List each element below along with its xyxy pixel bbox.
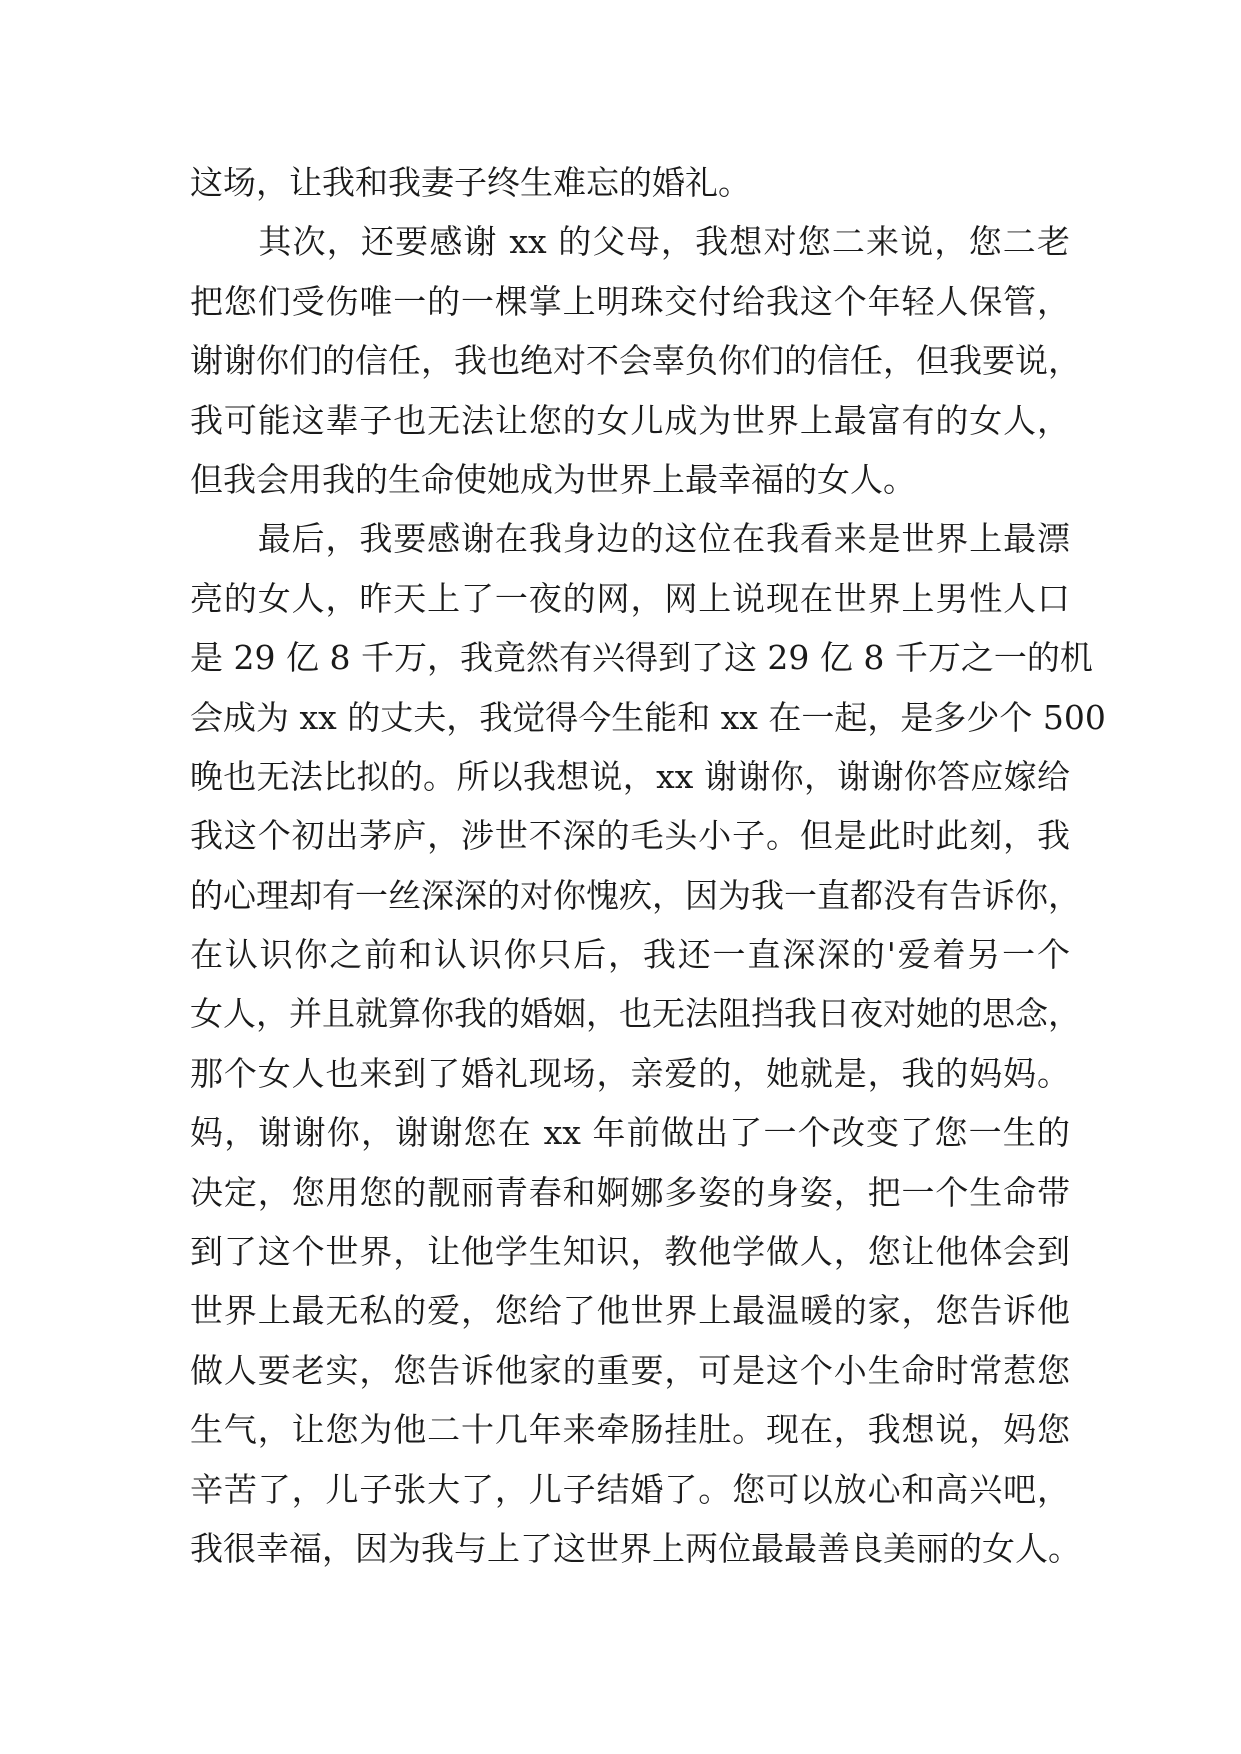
- text-line: 生气，让您为他二十几年来牵肠挂肚。现在，我想说，妈您: [190, 1410, 1070, 1450]
- text-line: 是 29 亿 8 千万，我竟然有兴得到了这 29 亿 8 千万之一的机: [190, 638, 1093, 678]
- text-line: 世界上最无私的爱，您给了他世界上最温暖的家，您告诉他: [190, 1291, 1070, 1331]
- text-line: 其次，还要感谢 xx 的父母，我想对您二来说，您二老: [190, 222, 1070, 262]
- text-line: 这场，让我和我妻子终生难忘的婚礼。: [190, 163, 751, 202]
- text-line: 到了这个世界，让他学生知识，教他学做人，您让他体会到: [190, 1232, 1070, 1272]
- text-line: 决定，您用您的靓丽青春和婀娜多姿的身姿，把一个生命带: [190, 1172, 1070, 1212]
- body-text: [190, 153, 1106, 1578]
- text-line: 但我会用我的生命使她成为世界上最幸福的女人。: [190, 459, 916, 499]
- text-line: 亮的女人，昨天上了一夜的网，网上说现在世界上男性人口: [190, 578, 1070, 618]
- text-line: 我很幸福，因为我与上了这世界上两位最最善良美丽的女人。: [190, 1528, 1081, 1568]
- text-line: 在认识你之前和认识你只后，我还一直深深的'爱着另一个: [190, 935, 1070, 975]
- text-line: 做人要老实，您告诉他家的重要，可是这个小生命时常惹您: [190, 1350, 1070, 1390]
- text-line: 我可能这辈子也无法让您的女儿成为世界上最富有的女人，: [190, 400, 1070, 440]
- text-line: 晚也无法比拟的。所以我想说，xx 谢谢你，谢谢你答应嫁给: [190, 756, 1070, 796]
- text-line: 的心理却有一丝深深的对你愧疚，因为我一直都没有告诉你，: [190, 875, 1081, 915]
- text-line: 女人，并且就算你我的婚姻，也无法阻挡我日夜对她的思念，: [190, 994, 1081, 1034]
- text-line: 我这个初出茅庐，涉世不深的毛头小子。但是此时此刻，我: [190, 816, 1070, 856]
- text-line: 最后，我要感谢在我身边的这位在我看来是世界上最漂: [190, 519, 1070, 559]
- text-line: 会成为 xx 的丈夫，我觉得今生能和 xx 在一起，是多少个 500: [190, 697, 1106, 737]
- text-line: 那个女人也来到了婚礼现场，亲爱的，她就是，我的妈妈。: [190, 1053, 1070, 1093]
- text-line: 谢谢你们的信任，我也绝对不会辜负你们的信任，但我要说，: [190, 341, 1081, 381]
- text-line: 妈，谢谢你，谢谢您在 xx 年前做出了一个改变了您一生的: [190, 1113, 1070, 1153]
- text-line: 辛苦了，儿子张大了，儿子结婚了。您可以放心和高兴吧，: [190, 1469, 1070, 1509]
- text-line: 把您们受伤唯一的一棵掌上明珠交付给我这个年轻人保管，: [190, 281, 1070, 321]
